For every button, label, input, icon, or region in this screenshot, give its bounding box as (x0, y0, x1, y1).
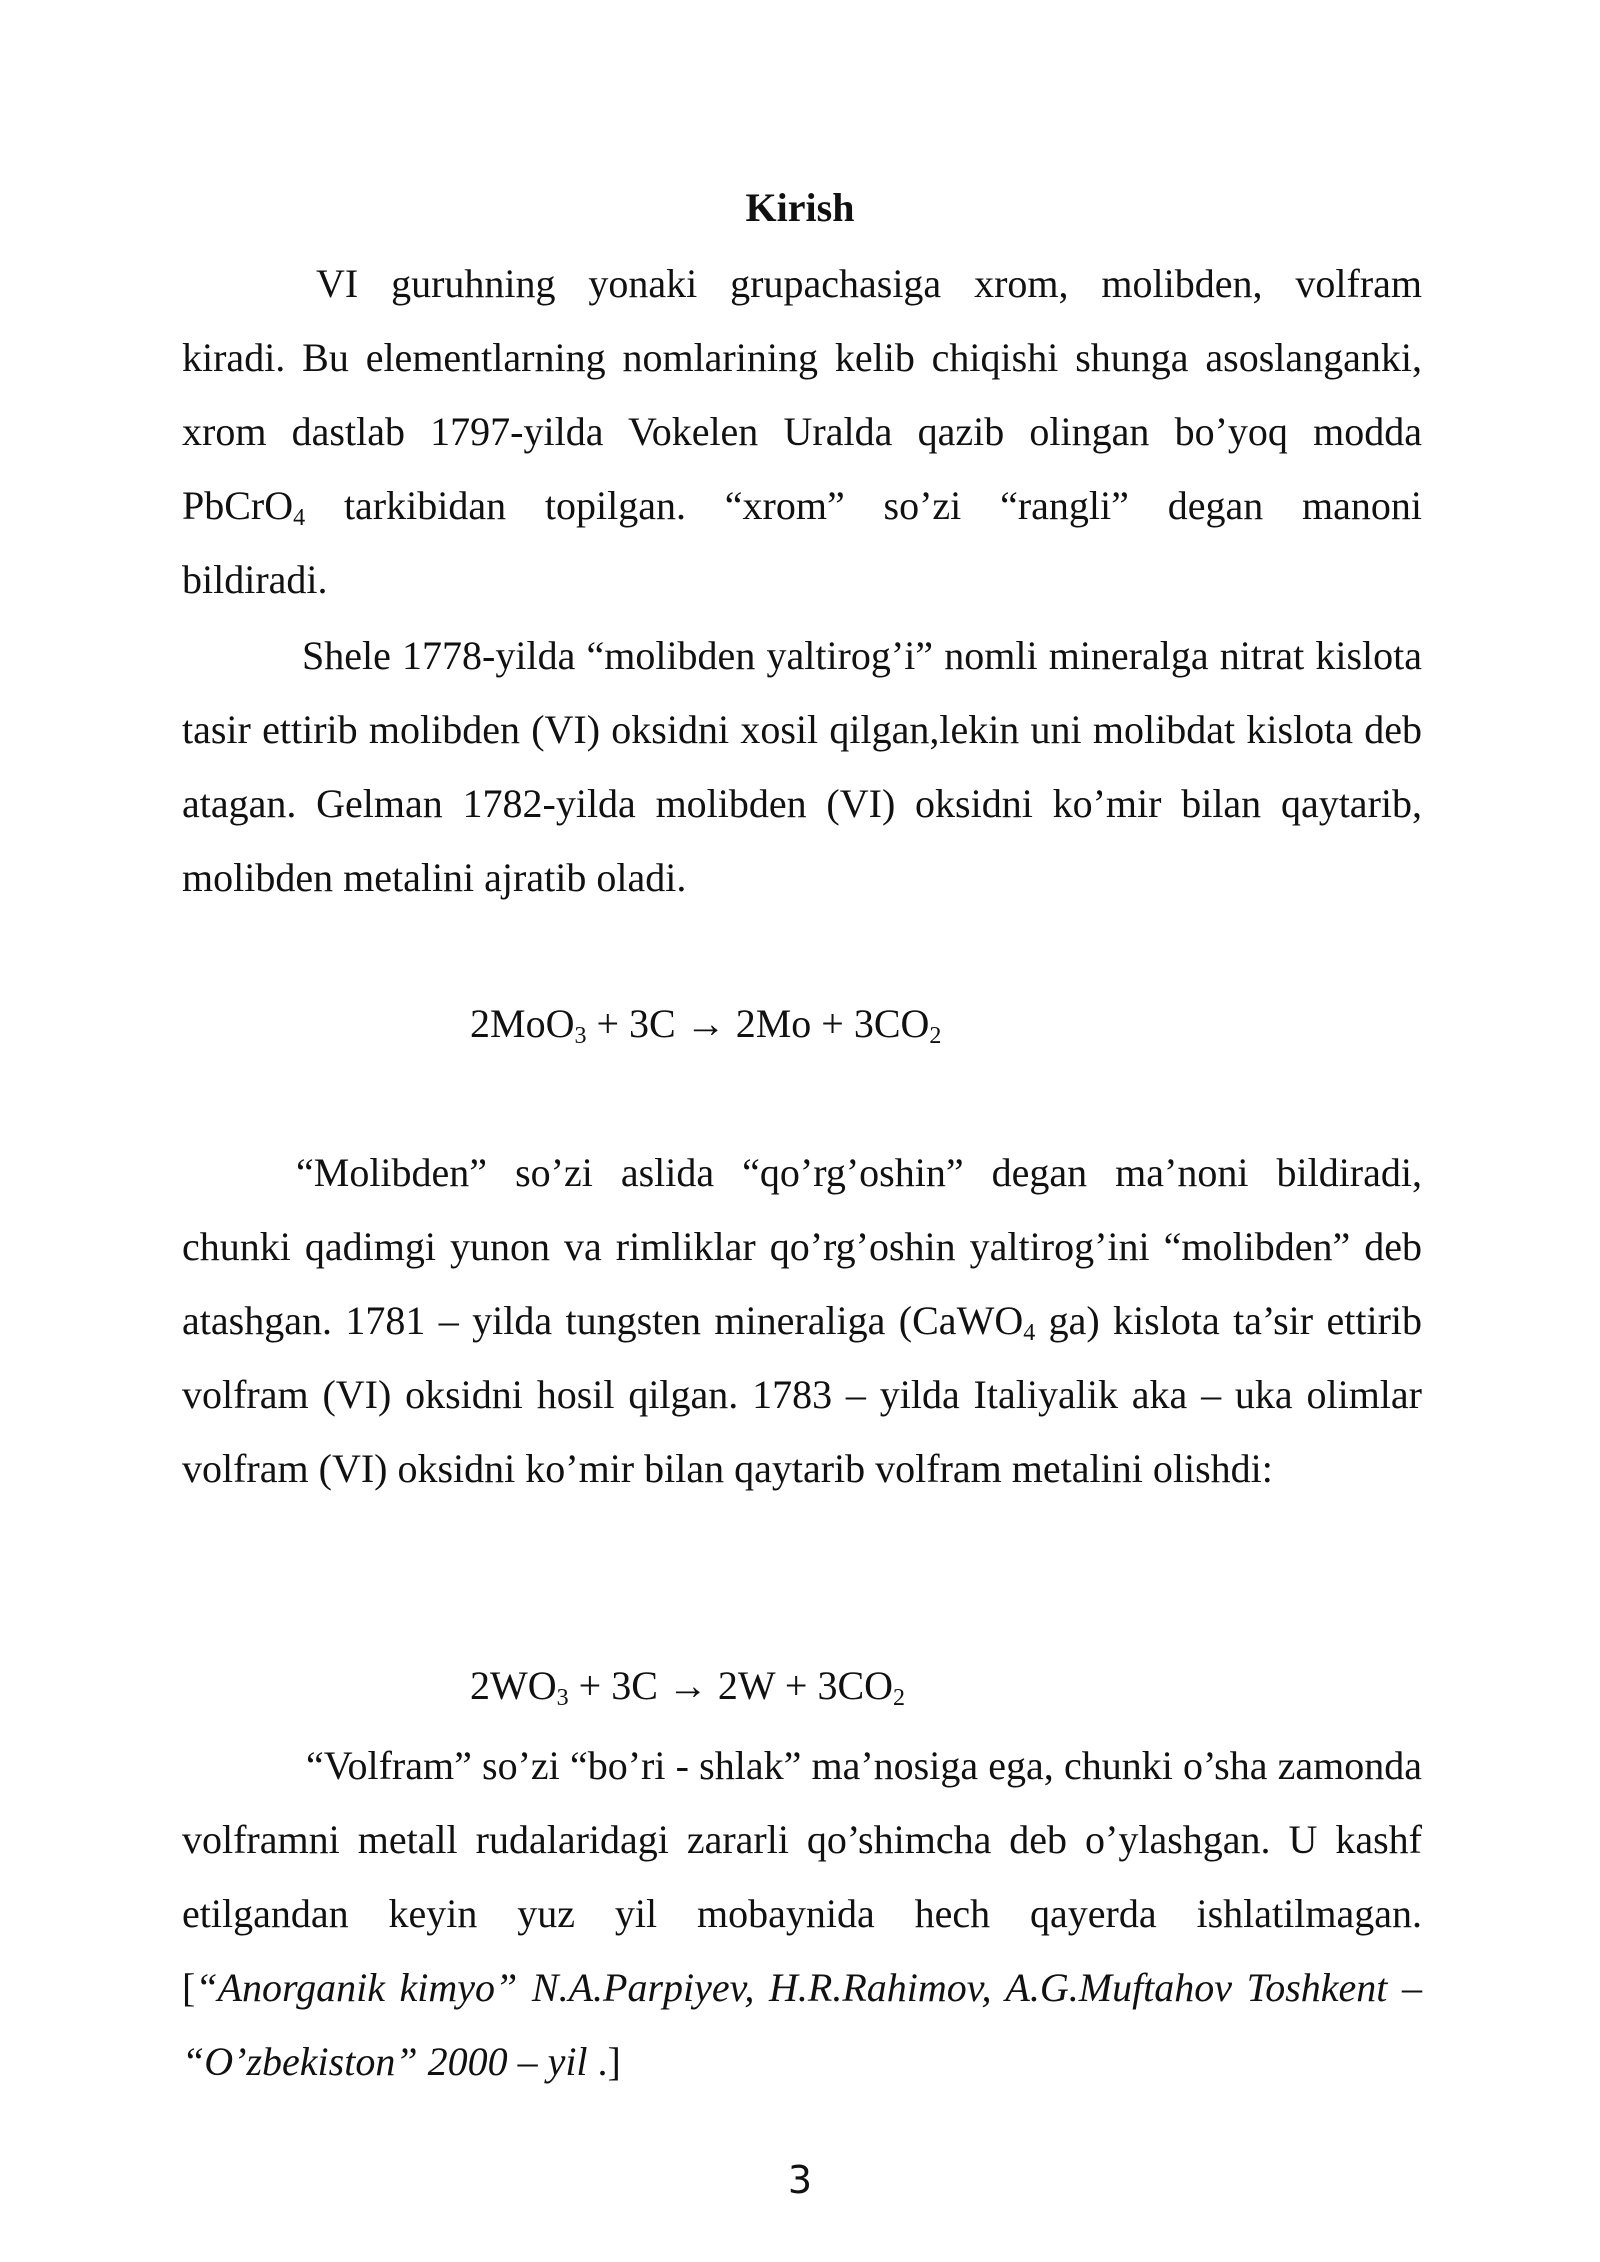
paragraph-tungsten-meaning-text: “Volfram” so’zi “bo’ri - shlak” ma’nosiga ega, chunki o’sha zamonda volframni metall rudalaridagi zararli qo’shimcha deb o’ylashgan. U kashf etilgandan keyin yuz yil mobaynida hech qayerda ishlatilmagan. [ (182, 1743, 1422, 2010)
paragraph-molybdenum-meaning (182, 1136, 1422, 1506)
equation-molybdenum-sub1: 3 (574, 1023, 587, 1049)
paragraph-intro-text-b: tarkibidan topilgan. “xrom” so’zi “rangli” degan manoni bildiradi. (182, 483, 1422, 602)
equation-molybdenum-part2: + 3C → 2Mo + 3CO (586, 1001, 930, 1046)
paragraph-molybdenum-meaning-text-b: ga) kislota ta’sir ettirib volfram (VI) oksidni hosil qilgan. 1783 – yilda Italiyalik aka – uka olimlar volfram (VI) oksidni ko’mir bilan qaytarib volfram metalini olishdi: (182, 1298, 1422, 1491)
paragraph-intro-subscript: 4 (293, 505, 306, 531)
equation-molybdenum (470, 998, 941, 1050)
paragraph-intro (182, 247, 1422, 617)
equation-molybdenum-sub2: 2 (929, 1023, 942, 1049)
bibliographic-reference: “Anorganik kimyo” N.A.Parpiyev, H.R.Rahimov, A.G.Muftahov Toshkent – “O’zbekiston” 2000 – yil (182, 1965, 1422, 2084)
paragraph-intro-text-a: VI guruhning yonaki grupachasiga xrom, molibden, volfram kiradi. Bu elementlarning nomlarining kelib chiqishi shunga asoslanganki, xrom dastlab 1797-yilda Vokelen Uralda qazib olingan bo’yoq modda PbCrO (182, 261, 1422, 528)
equation-molybdenum-part1: 2MoO (470, 1001, 575, 1046)
equation-tungsten (470, 1660, 905, 1712)
equation-tungsten-sub1: 3 (556, 1685, 569, 1711)
equation-tungsten-sub2: 2 (893, 1685, 906, 1711)
equation-tungsten-part2: + 3C → 2W + 3CO (568, 1663, 894, 1708)
equation-tungsten-part1: 2WO (470, 1663, 557, 1708)
paragraph-tungsten-meaning (182, 1729, 1422, 2099)
paragraph-molybdenum-history: Shele 1778-yilda “molibden yaltirog’i” nomli mineralga nitrat kislota tasir ettirib molibden (VI) oksidni xosil qilgan,lekin uni molibdat kislota deb atagan. Gelman 1782-yilda molibden (VI) oksidni ko’mir bilan qaytarib, molibden metalini ajratib oladi. (182, 633, 1422, 900)
paragraph-molybdenum-meaning-subscript: 4 (1023, 1320, 1036, 1346)
paragraph-molybdenum-meaning-text-a: “Molibden” so’zi aslida “qo’rg’oshin” degan ma’noni bildiradi, chunki qadimgi yunon va rimliklar qo’rg’oshin yaltirog’ini “molibden” deb atashgan. 1781 – yilda tungsten mineraliga (CaWO (182, 1150, 1422, 1343)
reference-closing-bracket: .] (587, 2039, 621, 2084)
page-number: 3 (787, 2158, 813, 2202)
page-title: Kirish (745, 185, 855, 230)
